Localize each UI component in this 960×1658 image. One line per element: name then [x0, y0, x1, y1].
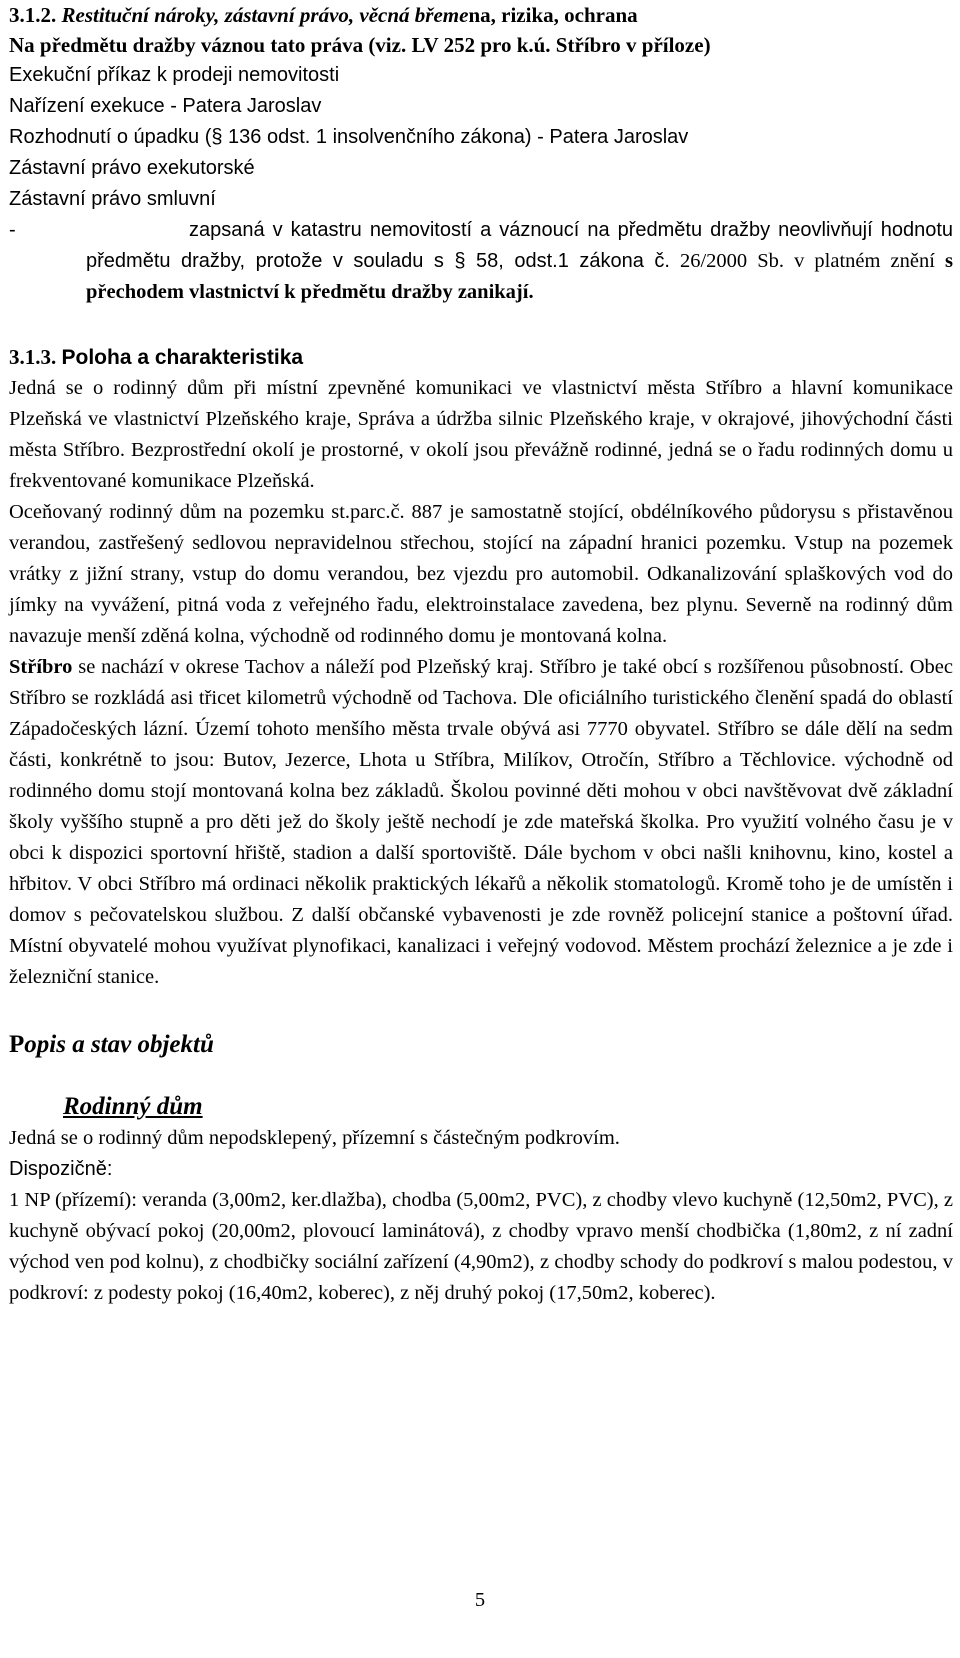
- paragraph-location: Jedná se o rodinný dům při místní zpevněné komunikaci ve vlastnictví města Stříbro a hlavní komunikace Plzeňská ve vlastnictví Plzeňského kraje, Správa a údržba silnic Plzeňského kraje, v okrajové, jihovýchodní části města Stříbro. Bezprostřední okolí je prostorné, v okolí jsou převážně rodinné, jedná se o řadu rodinných domu u frekventované komunikace Plzeňská.: [9, 377, 953, 492]
- note-text: zapsaná v katastru nemovitostí a váznoucí na předmětu dražby neovlivňují hodnotu předmětu dražby, protože v souladu s § 58, odst.1 zákona č.: [86, 219, 953, 272]
- heading-popis-rest: opis a stav objektů: [24, 1031, 214, 1058]
- encumbrance-note: [9, 215, 954, 308]
- section-subtitle: Na předmětu dražby váznou tato práva (viz. LV 252 pro k.ú. Stříbro v příloze): [9, 33, 711, 57]
- section-heading-3-1-3: [9, 342, 953, 373]
- encumbrance-line: Exekuční příkaz k prodeji nemovitosti: [9, 64, 340, 86]
- town-name: Stříbro: [9, 656, 73, 678]
- paragraph-layout: 1 NP (přízemí): veranda (3,00m2, ker.dlažba), chodba (5,00m2, PVC), z chodby vlevo kuchyně (12,50m2, PVC), z kuchyně obývací pokoj (20,00m2, plovoucí laminátová), z chodby vpravo menší chodbička (1,80m2, z ní zadní východ ven pod kolnu), z chodbičky sociální zařízení (4,90m2), z chodby schody do podkroví s malou podestou, v podkroví: z podesty pokoj (16,40m2, koberec), z něj druhý pokoj (17,50m2, koberec).: [9, 1189, 953, 1304]
- section-title: Poloha a charakteristika: [61, 346, 304, 369]
- paragraph-dispozicne: Dispozičně:: [9, 1158, 113, 1180]
- section-number: 3.1.2.: [9, 3, 57, 27]
- document-page: [9, 0, 953, 1309]
- paragraph-house-type: Jedná se o rodinný dům nepodsklepený, přízemní s částečným podkrovím.: [9, 1127, 620, 1149]
- section-heading-3-1-2: [9, 0, 953, 60]
- paragraph-town: [9, 652, 953, 993]
- encumbrance-line: Zástavní právo exekutorské: [9, 157, 255, 179]
- town-description: se nachází v okrese Tachov a náleží pod Plzeňský kraj. Stříbro je také obcí s rozšířenou působností. Obec Stříbro se rozkládá asi třicet kilometrů východně od Tachova. Dle oficiálního turistického členění spadá do oblastí Západočeských lázní. Území tohoto menšího města trvale obývá asi 7770 obyvatel. Stříbro se dále dělí na sedm části, konkrétně to jsou: Butov, Jezerce, Lhota u Stříbra, Milíkov, Otročín, Stříbro a Těchlovice. východně od rodinného domu stojí montovaná kolna bez základů. Školou povinné děti mohou v obci navštěvovat dvě základní školy vyššího stupně a pro děti jež do školy ještě nechodí je zde mateřská školka. Pro využití volného času je v obci k dispozici sportovní hřiště, stadion a další sportoviště. Dále bychom v obci našli knihovnu, kino, kostel a hřbitov. V obci Stříbro má ordinaci několik praktických lékařů a několik stomatologů. Kromě toho je de umístěn i domov s pečovatelskou službou. Z další občanské vybavenosti je zde rovněž policejní stanice a poštovní úřad. Místní obyvatelé mohou využívat plynofikaci, kanalizaci i veřejný vodovod. Městem prochází železnice a je zde i železniční stanice.: [9, 656, 953, 988]
- encumbrance-line: Zástavní právo smluvní: [9, 188, 216, 210]
- encumbrance-line: Rozhodnutí o úpadku (§ 136 odst. 1 insolvenčního zákona) - Patera Jaroslav: [9, 126, 689, 148]
- section-title-rest: na, rizika, ochrana: [468, 3, 638, 27]
- section-title-italic: Restituční nároky, zástavní právo, věcná břeme: [61, 3, 469, 27]
- note-bold: s přechodem vlastnictví k předmětu dražby zanikají.: [86, 250, 954, 303]
- heading-popis: [9, 1029, 953, 1061]
- heading-popis-initial: P: [9, 1031, 25, 1058]
- page-number: 5: [474, 1589, 486, 1611]
- note-law: 26/2000 Sb. v platném znění: [679, 250, 935, 272]
- section-number: 3.1.3.: [9, 345, 57, 369]
- paragraph-house: Oceňovaný rodinný dům na pozemku st.parc.č. 887 je samostatně stojící, obdélníkového půdorysu s přistavěnou verandou, zastřešený sedlovou nepravidelnou střechou, stojící na západní hranici pozemku. Vstup na pozemek vrátky z jižní strany, vstup do domu verandou, bez vjezdu pro automobil. Odkanalizování splaškových vod do jímky na vyvážení, pitná voda z veřejného řadu, elektroinstalace zavedena, bez plynu. Severně na rodinný dům navazuje menší zděná kolna, východně od rodinného domu je montovaná kolna.: [9, 501, 953, 647]
- bullet-dash: -: [9, 219, 16, 241]
- heading-rodinny-dum: Rodinný dům: [63, 1093, 203, 1120]
- encumbrance-line: Nařízení exekuce - Patera Jaroslav: [9, 95, 322, 117]
